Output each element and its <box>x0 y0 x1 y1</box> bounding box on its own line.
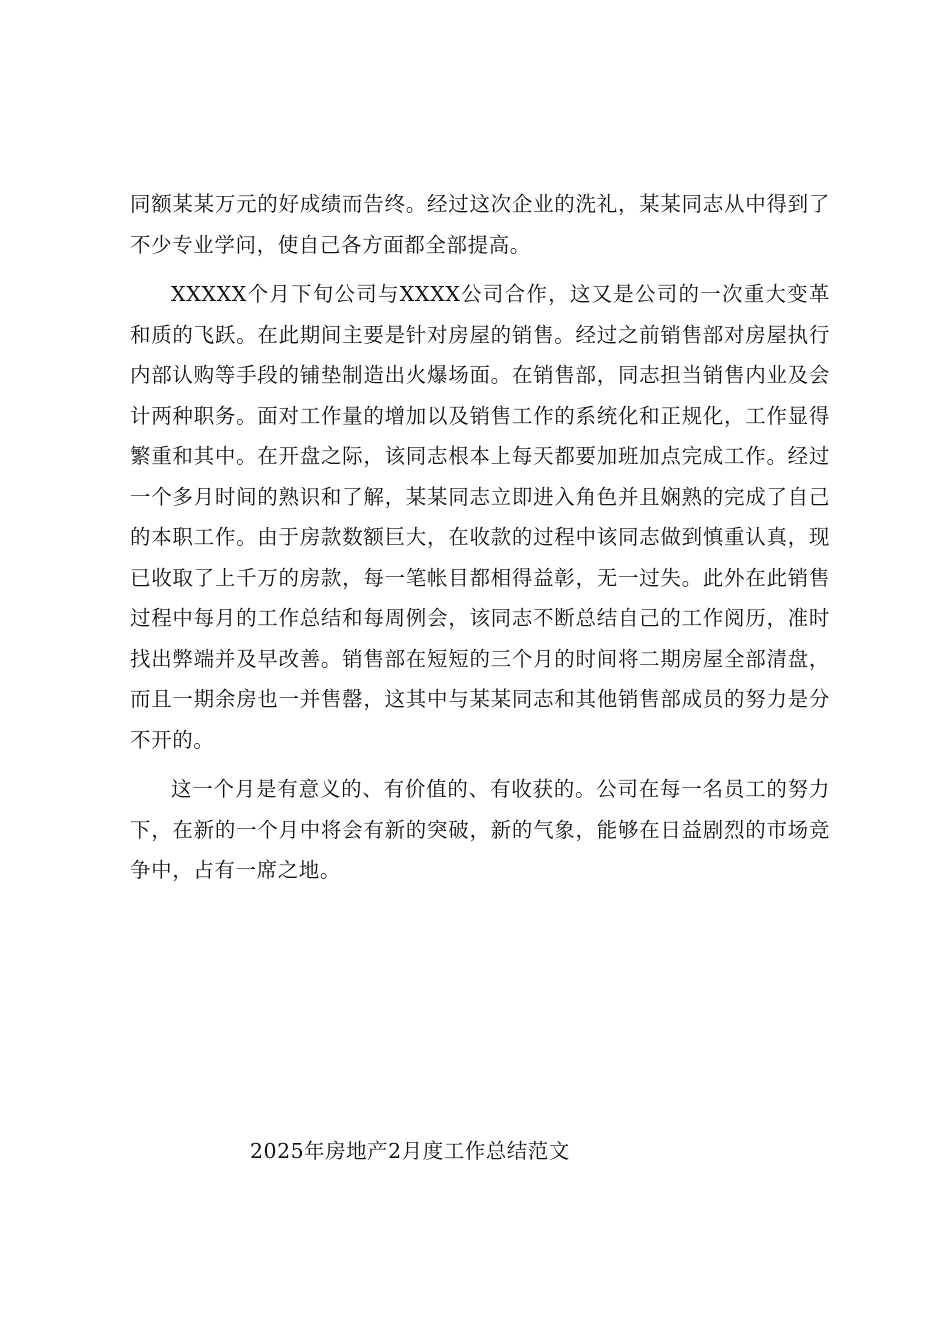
paragraph-continuation: 同额某某万元的好成绩而告终。经过这次企业的洗礼，某某同志从中得到了不少专业学问，使自己各方面都全部提高。 <box>130 192 830 257</box>
next-document-title: 2025年房地产2月度工作总结范文 <box>250 1139 570 1163</box>
paragraph-sales-cooperation: XXXXX个月下旬公司与XXXX公司合作，这又是公司的一次重大变革和质的飞跃。在此期间主要是针对房屋的销售。经过之前销售部对房屋执行内部认购等手段的铺垫制造出火爆场面。在销售部，同志担当销售内业及会计两种职务。面对工作量的增加以及销售工作的系统化和正规化，工作显得繁重和其中。在开盘之际，该同志根本上每天都要加班加点完成工作。经过一个多月时间的熟识和了解，某某同志立即进入角色并且娴熟的完成了自己的本职工作。由于房款数额巨大，在收款的过程中该同志做到慎重认真，现已收取了上千万的房款，每一笔帐目都相得益彰，无一过失。此外在此销售过程中每月的工作总结和每周例会，该同志不断总结自己的工作阅历，准时找出弊端并及早改善。销售部在短短的三个月的时间将二期房屋全部清盘，而且一期余房也一并售罄，这其中与某某同志和其他销售部成员的努力是分不开的。 <box>130 282 830 752</box>
paragraph-conclusion: 这一个月是有意义的、有价值的、有收获的。公司在每一名员工的努力下，在新的一个月中将会有新的突破，新的气象，能够在日益剧烈的市场竞争中，占有一席之地。 <box>130 777 830 882</box>
document-body <box>130 184 830 891</box>
